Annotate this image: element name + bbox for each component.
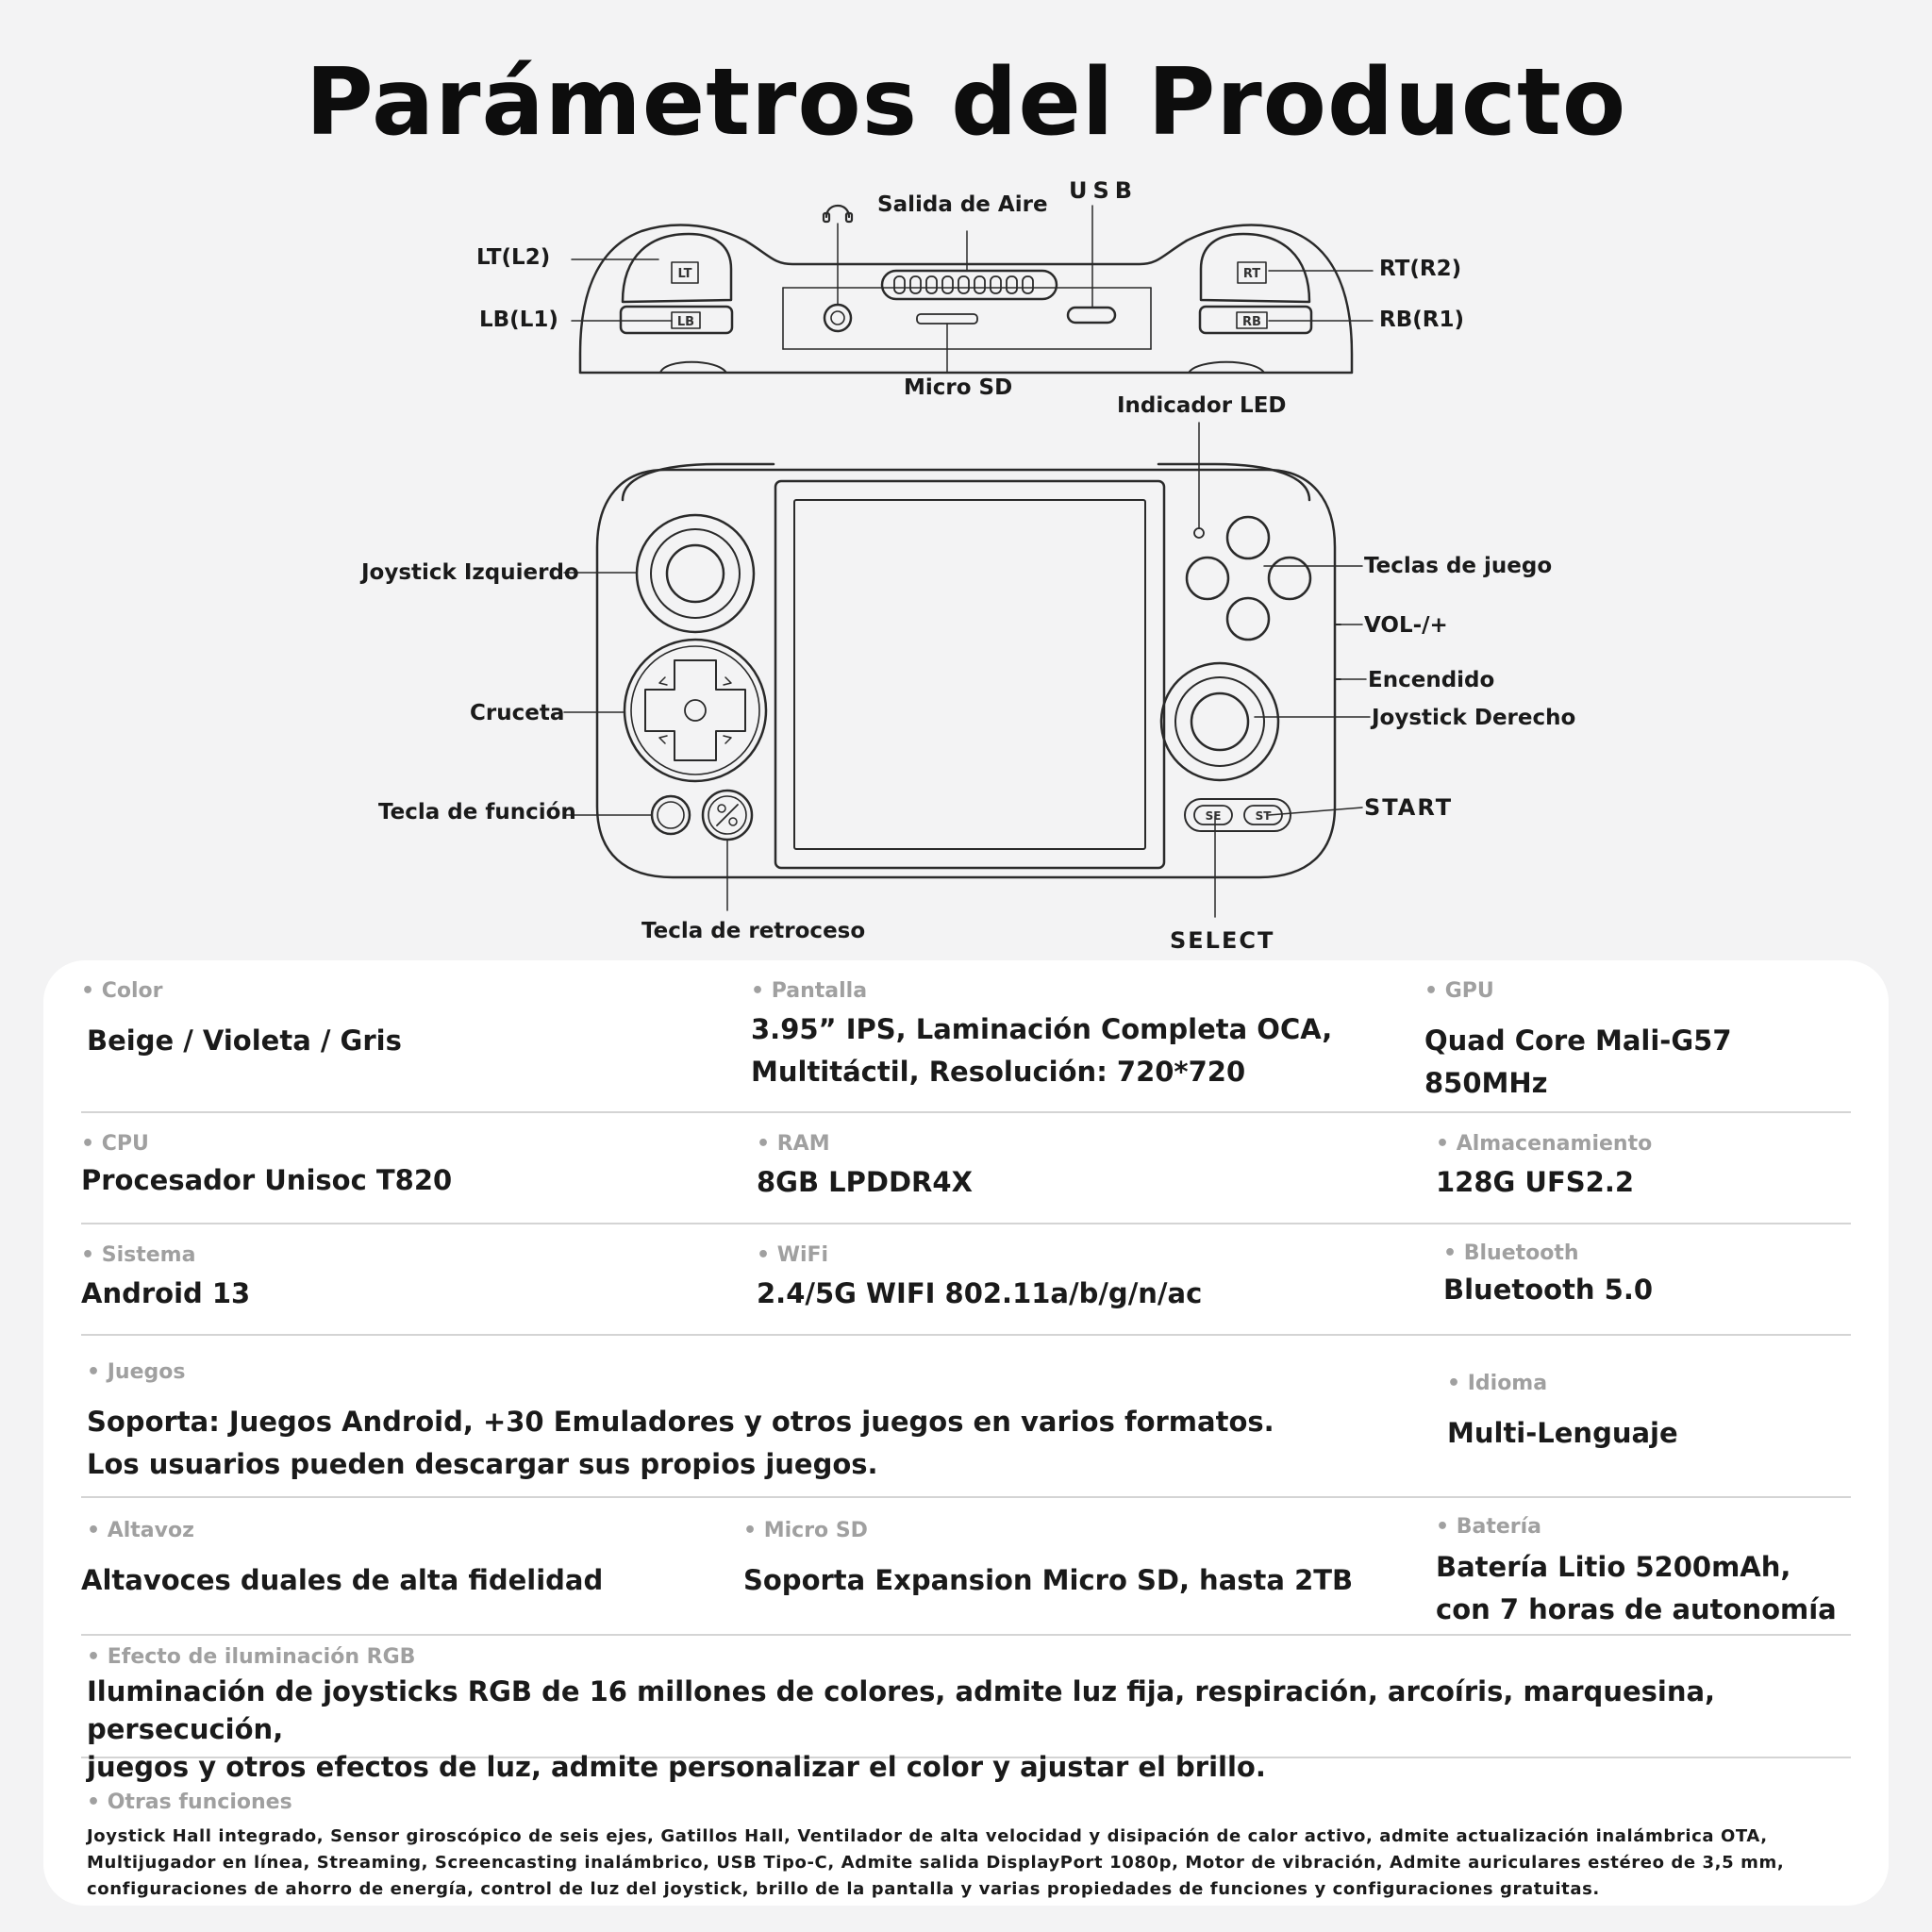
spec-otras-line3: configuraciones de ahorro de energía, control de luz del joystick, brillo de la pantalla y varias propiedades de funciones y configuraciones gratuitas. bbox=[87, 1879, 1600, 1899]
top-view bbox=[572, 206, 1373, 373]
headphone-icon bbox=[824, 206, 852, 222]
spec-altavoz-value: Altavoces duales de alta fidelidad bbox=[81, 1564, 604, 1596]
spec-cpu bbox=[81, 1132, 452, 1202]
spec-rgb-line1: Iluminación de joysticks RGB de 16 millones de colores, admite luz fija, respiración, arcoíris, marquesina, persecución, bbox=[87, 1675, 1716, 1745]
spec-cpu-value: Procesador Unisoc T820 bbox=[81, 1164, 453, 1196]
btn-se-label: SE bbox=[1205, 809, 1222, 823]
spec-almacenamiento bbox=[1436, 1132, 1652, 1204]
label-salida-aire: Salida de Aire bbox=[877, 192, 1048, 217]
spec-gpu-value: Quad Core Mali-G57 850MHz bbox=[1424, 1024, 1732, 1099]
spec-pantalla-line1: 3.95” IPS, Laminación Completa OCA, bbox=[751, 1013, 1333, 1045]
spec-cpu-key: • CPU bbox=[81, 1132, 149, 1156]
label-cruceta: Cruceta bbox=[470, 701, 565, 725]
spec-bluetooth bbox=[1443, 1241, 1653, 1311]
lt-trigger bbox=[623, 234, 731, 302]
spec-juegos-key: • Juegos bbox=[87, 1360, 186, 1384]
spec-idioma bbox=[1447, 1372, 1678, 1455]
spec-wifi-value: 2.4/5G WIFI 802.11a/b/g/n/ac bbox=[757, 1277, 1203, 1309]
spec-wifi bbox=[757, 1243, 1202, 1315]
label-usb: USB bbox=[1069, 177, 1139, 204]
spec-gpu-key: • GPU bbox=[1424, 979, 1494, 1003]
spec-sistema-key: • Sistema bbox=[81, 1243, 196, 1267]
spec-microsd bbox=[743, 1519, 1353, 1602]
spec-bateria-line1: Batería Litio 5200mAh, bbox=[1436, 1551, 1791, 1583]
spec-microsd-key: • Micro SD bbox=[743, 1519, 868, 1542]
spec-otras bbox=[87, 1790, 1784, 1903]
spec-bateria-line2: con 7 horas de autonomía bbox=[1436, 1593, 1837, 1625]
spec-row-1 bbox=[81, 979, 1851, 1113]
button-right bbox=[1269, 558, 1310, 599]
screen-bezel bbox=[775, 481, 1164, 868]
spec-bluetooth-key: • Bluetooth bbox=[1443, 1241, 1579, 1265]
headphone-jack bbox=[824, 305, 851, 331]
label-teclas-juego: Teclas de juego bbox=[1364, 554, 1553, 578]
spec-pantalla-key: • Pantalla bbox=[751, 979, 868, 1003]
label-select: SELECT bbox=[1170, 927, 1275, 954]
spec-juegos bbox=[87, 1360, 1274, 1486]
label-joystick-izquierdo: Joystick Izquierdo bbox=[361, 560, 579, 585]
spec-juegos-line2: Los usuarios pueden descargar sus propios juegos. bbox=[87, 1448, 878, 1480]
btn-rt-label: RT bbox=[1242, 267, 1261, 281]
spec-idioma-key: • Idioma bbox=[1447, 1372, 1548, 1395]
btn-st-label: ST bbox=[1255, 809, 1272, 823]
label-indicador-led: Indicador LED bbox=[1117, 393, 1287, 418]
front-view bbox=[564, 423, 1370, 917]
spec-color bbox=[81, 979, 402, 1062]
spec-altavoz-key: • Altavoz bbox=[87, 1519, 194, 1542]
spec-bateria bbox=[1436, 1515, 1837, 1631]
spec-sistema bbox=[81, 1243, 250, 1315]
spec-row-6 bbox=[81, 1636, 1851, 1783]
left-joystick bbox=[637, 515, 754, 632]
spec-otras-line2: Multijugador en línea, Streaming, Screencasting inalámbrico, USB Tipo-C, Admite salida DisplayPort 1080p, Motor de vibración, Admite auriculares estéreo de 3,5 mm, bbox=[87, 1853, 1785, 1873]
label-tecla-funcion: Tecla de función bbox=[378, 800, 576, 824]
label-joystick-derecho: Joystick Derecho bbox=[1372, 706, 1576, 730]
spec-row-5 bbox=[81, 1498, 1851, 1636]
spec-pantalla-line2: Multitáctil, Resolución: 720*720 bbox=[751, 1056, 1246, 1088]
label-lb: LB(L1) bbox=[479, 308, 558, 332]
spec-otras-key: • Otras funciones bbox=[87, 1790, 292, 1814]
spec-bluetooth-value: Bluetooth 5.0 bbox=[1443, 1274, 1654, 1306]
spec-gpu bbox=[1424, 979, 1851, 1105]
led-indicator bbox=[1194, 528, 1204, 538]
spec-rgb-line2: juegos y otros efectos de luz, admite personalizar el color y ajustar el brillo. bbox=[87, 1751, 1266, 1783]
console-diagram bbox=[0, 0, 1932, 962]
label-tecla-retroceso: Tecla de retroceso bbox=[641, 919, 866, 943]
spec-ram-key: • RAM bbox=[757, 1132, 830, 1156]
spec-pantalla bbox=[751, 979, 1332, 1093]
spec-juegos-line1: Soporta: Juegos Android, +30 Emuladores y otros juegos en varios formatos. bbox=[87, 1406, 1274, 1438]
spec-row-7 bbox=[81, 1758, 1851, 1899]
button-left bbox=[1187, 558, 1228, 599]
microsd-slot bbox=[917, 314, 977, 324]
label-rt: RT(R2) bbox=[1379, 257, 1462, 281]
spec-panel bbox=[43, 960, 1889, 1906]
screen bbox=[794, 500, 1145, 849]
label-lt: LT(L2) bbox=[476, 245, 551, 270]
spec-row-2 bbox=[81, 1113, 1851, 1224]
spec-ram bbox=[757, 1132, 973, 1204]
label-rb: RB(R1) bbox=[1379, 308, 1464, 332]
spec-otras-line1: Joystick Hall integrado, Sensor giroscópico de seis ejes, Gatillos Hall, Ventilador de alta velocidad y disipación de calor activo, admite actualización inalámbrica OTA, bbox=[87, 1826, 1768, 1846]
usb-port bbox=[1068, 308, 1115, 323]
spec-sistema-value: Android 13 bbox=[81, 1277, 251, 1309]
spec-rgb-key: • Efecto de iluminación RGB bbox=[87, 1645, 416, 1669]
spec-color-key: • Color bbox=[81, 979, 163, 1003]
label-start: START bbox=[1364, 794, 1454, 821]
spec-microsd-value: Soporta Expansion Micro SD, hasta 2TB bbox=[743, 1564, 1354, 1596]
btn-rb-label: RB bbox=[1242, 315, 1261, 329]
spec-row-3 bbox=[81, 1224, 1851, 1336]
spec-almacenamiento-key: • Almacenamiento bbox=[1436, 1132, 1653, 1156]
spec-almacenamiento-value: 128G UFS2.2 bbox=[1436, 1166, 1635, 1198]
spec-wifi-key: • WiFi bbox=[757, 1243, 829, 1267]
spec-ram-value: 8GB LPDDR4X bbox=[757, 1166, 973, 1198]
right-joystick bbox=[1161, 663, 1278, 780]
spec-row-4 bbox=[81, 1336, 1851, 1498]
spec-idioma-value: Multi-Lenguaje bbox=[1447, 1417, 1678, 1449]
spec-altavoz bbox=[81, 1519, 604, 1602]
label-micro-sd: Micro SD bbox=[904, 375, 1013, 400]
spec-color-value: Beige / Violeta / Gris bbox=[87, 1024, 402, 1057]
btn-lt-label: LT bbox=[677, 267, 692, 281]
button-top bbox=[1227, 517, 1269, 558]
page-title: Parámetros del Producto bbox=[305, 49, 1627, 157]
spec-bateria-key: • Batería bbox=[1436, 1515, 1542, 1539]
label-vol: VOL-/+ bbox=[1364, 613, 1448, 638]
button-bottom bbox=[1227, 598, 1269, 640]
btn-lb-label: LB bbox=[676, 315, 695, 329]
label-encendido: Encendido bbox=[1368, 668, 1495, 692]
